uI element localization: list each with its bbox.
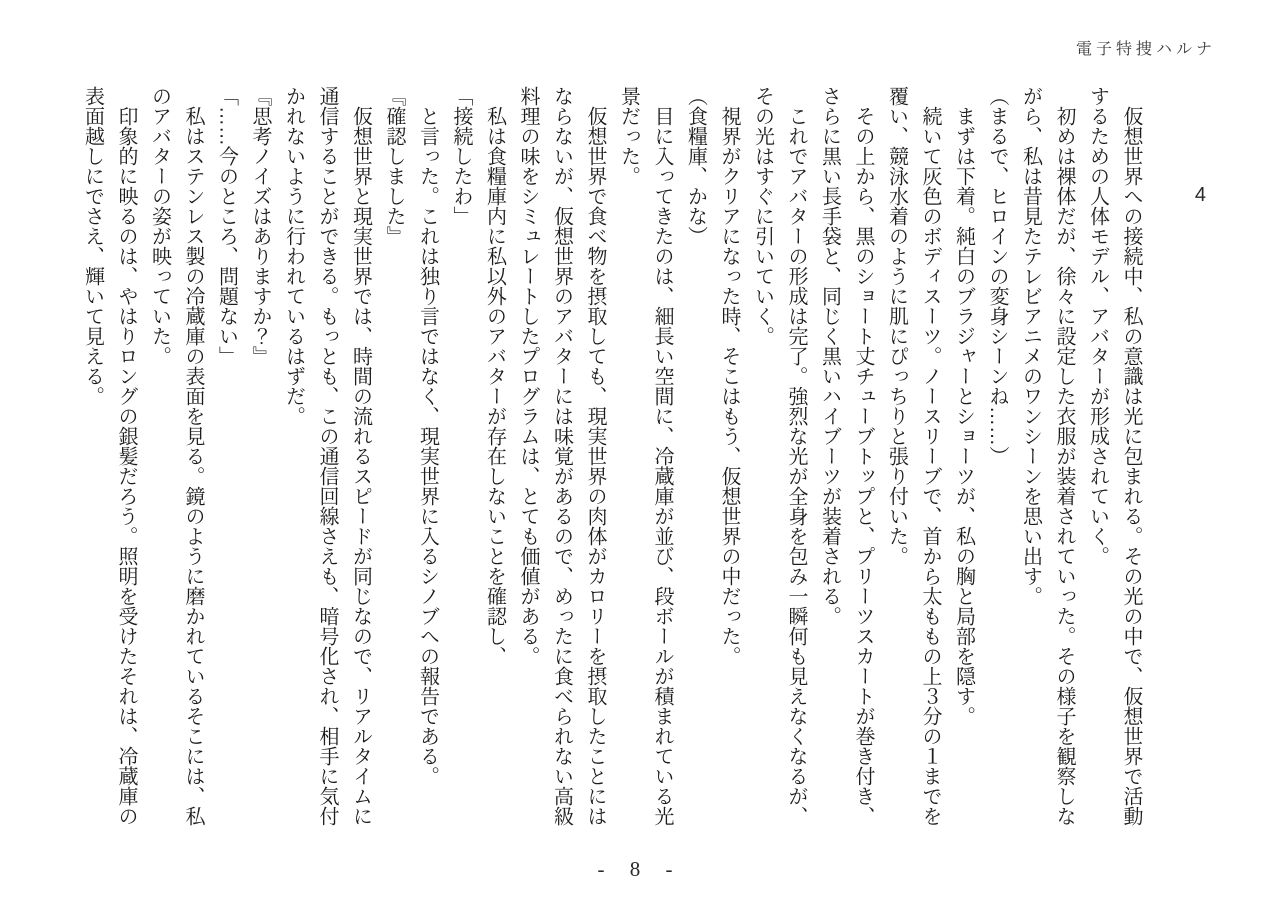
paragraph: （食糧庫、かな） [684,86,707,246]
paragraph: 私は食糧庫内に私以外のアバターが存在しないことを確認し、 [483,106,506,666]
paragraph: 「……今のところ、問題ない」 [215,86,238,366]
paragraph: 「接続したわ」 [450,86,472,226]
paragraph: 私はステンレス製の冷蔵庫の表面を見る。鏡のように磨かれているそこには、私のアバターの姿が映っていた。 [148,86,204,826]
paragraph: 視界がクリアになった時、そこはもう、仮想世界の中だった。 [718,106,740,666]
paragraph: と言った。これは独り言ではなく、現実世界に入るシノブへの報告である。 [416,106,439,786]
paragraph: まずは下着。純白のブラジャーとショーツが、私の胸と局部を隠す。 [952,106,975,726]
paragraph: 初めは裸体だが、徐々に設定した衣服が装着されていった。その様子を観察しながら、私は昔見たテレビアニメのワンシーンを思い出す。 [1019,86,1075,826]
paragraph: 目に入ってきたのは、細長い空間に、冷蔵庫が並び、段ボールが積まれている光景だった。 [617,86,673,826]
folio-page-label: - 8 - [597,857,683,881]
paragraph: 仮想世界と現実世界では、時間の流れるスピードが同じなので、リアルタイムに通信することができる。もっとも、この通信回線さえも、暗号化され、相手に気付かれないように行われているはずだ。 [282,86,372,826]
paragraph: 続いて灰色のボディスーツ。ノースリーブで、首から太ももの上３分の１までを覆い、競泳水着のように肌にぴっちりと張り付いた。 [885,86,941,826]
paragraph: これでアバターの形成は完了。強烈な光が全身を包み一瞬何も見えなくなるが、その光はすぐに引いていく。 [751,86,807,826]
paragraph: 仮想世界への接続中、私の意識は光に包まれる。その光の中で、仮想世界で活動するための人体モデル、アバターが形成されていく。 [1086,86,1142,826]
document-body [75,86,1147,827]
margin-page-number: 4 [1194,184,1206,206]
paragraph: その上から、黒のショート丈チューブトップと、プリーツスカートが巻き付き、さらに黒い長手袋と、同じく黒いハイブーツが装着される。 [818,86,874,826]
paragraph: （まるで、ヒロインの変身シーンね……） [986,86,1008,466]
running-title: 電子特捜ハルナ [1075,41,1216,58]
paragraph: 『確認しました』 [383,86,405,246]
paragraph: 『思考ノイズはありますか？』 [249,86,271,366]
paragraph: 印象的に映るのは、やはりロングの銀髪だろう。照明を受けたそれは、冷蔵庫の表面越しにでさえ、輝いて見える。 [81,86,137,826]
paragraph: 仮想世界で食べ物を摂取しても、現実世界の肉体がカロリーを摂取したことにはならないが、仮想世界のアバターには味覚があるので、めったに食べられない高級料理の味をシミュレートしたプログラムは、とても価値がある。 [517,86,606,826]
